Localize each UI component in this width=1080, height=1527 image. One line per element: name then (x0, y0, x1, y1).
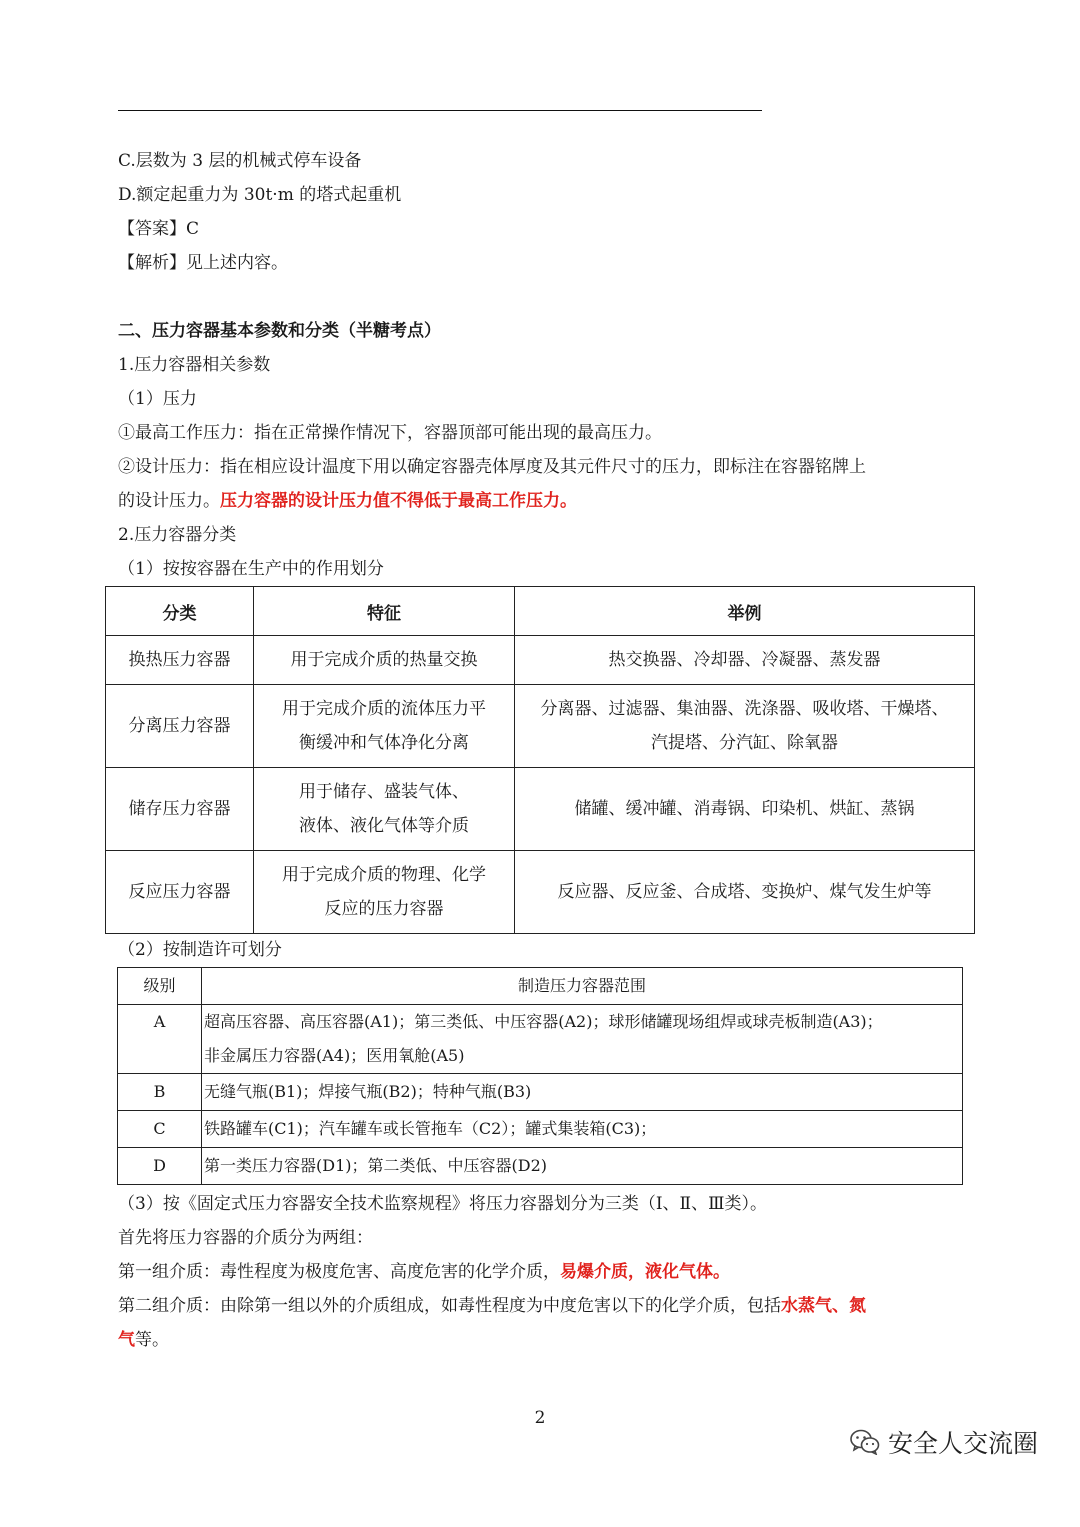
scope-line: 无缝气瓶(B1)；焊接气瓶(B2)；特种气瓶(B3) (204, 1082, 532, 1101)
row-name: 反应压力容器 (106, 851, 254, 934)
examples-line: 分离器、过滤器、集油器、洗涤器、吸收塔、干燥塔、 (540, 699, 949, 719)
group-two (118, 1294, 866, 1318)
feature-line: 用于完成介质的热量交换 (290, 650, 478, 670)
header-scope: 制造压力容器范围 (202, 968, 963, 1005)
answer: 【答案】C (118, 219, 200, 239)
table-row (106, 768, 975, 851)
row-feature (254, 851, 515, 934)
design-pressure-text: ②设计压力：指在相应设计温度下用以确定容器壳体厚度及其元件尺寸的压力，即标注在容器铭牌上 (118, 457, 866, 477)
row-examples (515, 685, 975, 768)
table-row (118, 1005, 963, 1074)
group-two-cont (118, 1328, 169, 1352)
header-category: 分类 (106, 587, 254, 636)
group-one-text: 第一组介质：毒性程度为极度危害、高度危害的化学介质， (118, 1262, 560, 1282)
feature-line: 用于完成介质的物理、化学 (282, 865, 486, 885)
group-two-emphasis: 水蒸气、氮 (781, 1296, 866, 1316)
examples-line: 汽提塔、分汽缸、除氧器 (651, 733, 838, 753)
row-examples (515, 851, 975, 934)
scope-line: 超高压容器、高压容器(A1)；第三类低、中压容器(A2)；球形储罐现场组焊或球壳板制造(A3)； (204, 1012, 883, 1031)
pressure-heading: （1）压力 (118, 389, 197, 409)
row-name: 储存压力容器 (106, 768, 254, 851)
table-row (106, 636, 975, 685)
design-pressure-tail: 的设计压力。 (118, 491, 220, 511)
row-feature (254, 768, 515, 851)
feature-line: 衡缓冲和气体净化分离 (299, 733, 469, 753)
group-one-emphasis: 易爆介质，液化气体。 (560, 1262, 730, 1282)
role-classification-table (105, 586, 975, 934)
table-row (118, 1148, 963, 1185)
watermark-text: 安全人交流圈 (888, 1429, 1039, 1458)
design-pressure-emphasis: 压力容器的设计压力值不得低于最高工作压力。 (220, 491, 577, 511)
header-examples: 举例 (515, 587, 975, 636)
feature-line: 反应的压力容器 (324, 899, 444, 919)
group-two-emphasis-cont: 气 (118, 1330, 135, 1350)
row-level: B (118, 1074, 202, 1111)
table-row (106, 851, 975, 934)
option-d: D.额定起重力为 30t·m 的塔式起重机 (118, 185, 402, 205)
examples-line: 热交换器、冷却器、冷凝器、蒸发器 (608, 650, 881, 670)
table-row (118, 1074, 963, 1111)
design-pressure-cont (118, 489, 577, 513)
examples-line: 储罐、缓冲罐、消毒锅、印染机、烘缸、蒸锅 (574, 799, 915, 819)
header-feature: 特征 (254, 587, 515, 636)
header-rule (118, 110, 762, 111)
group-one (118, 1260, 730, 1284)
subsection-classification: 2.压力容器分类 (118, 525, 237, 545)
group-two-text: 第二组介质：由除第一组以外的介质组成，如毒性程度为中度危害以下的化学介质，包括 (118, 1296, 781, 1316)
watermark (850, 1424, 1038, 1460)
row-scope (202, 1111, 963, 1148)
option-c: C.层数为 3 层的机械式停车设备 (118, 151, 362, 171)
classification-by-license: （2）按制造许可划分 (118, 940, 282, 960)
row-examples (515, 768, 975, 851)
page-number: 2 (534, 1408, 546, 1428)
classification-three-classes: （3）按《固定式压力容器安全技术监察规程》将压力容器划分为三类（Ⅰ、Ⅱ、Ⅲ类）。 (118, 1194, 767, 1214)
max-pressure-text: ①最高工作压力：指在正常操作情况下，容器顶部可能出现的最高压力。 (118, 423, 662, 443)
feature-line: 用于储存、盛装气体、 (299, 782, 469, 802)
row-examples (515, 636, 975, 685)
row-feature (254, 685, 515, 768)
header-level: 级别 (118, 968, 202, 1005)
medium-intro: 首先将压力容器的介质分为两组： (118, 1228, 373, 1248)
feature-line: 液体、液化气体等介质 (299, 816, 469, 836)
row-feature (254, 636, 515, 685)
examples-line: 反应器、反应釜、合成塔、变换炉、煤气发生炉等 (557, 882, 932, 902)
subsection-params: 1.压力容器相关参数 (118, 355, 271, 375)
row-level: C (118, 1111, 202, 1148)
classification-by-role: （1）按按容器在生产中的作用划分 (118, 559, 384, 579)
row-level: D (118, 1148, 202, 1185)
scope-line: 非金属压力容器(A4)；医用氧舱(A5) (204, 1046, 465, 1065)
wechat-icon (850, 1429, 880, 1455)
row-level: A (118, 1005, 202, 1074)
feature-line: 用于完成介质的流体压力平 (282, 699, 486, 719)
table-header-row (118, 968, 963, 1005)
row-name: 分离压力容器 (106, 685, 254, 768)
analysis: 【解析】见上述内容。 (118, 253, 288, 273)
row-name: 换热压力容器 (106, 636, 254, 685)
table-row (118, 1111, 963, 1148)
group-two-end: 等。 (135, 1330, 169, 1350)
scope-line: 铁路罐车(C1)；汽车罐车或长管拖车（C2）；罐式集装箱(C3)； (204, 1119, 657, 1138)
license-table (117, 967, 963, 1185)
row-scope (202, 1005, 963, 1074)
scope-line: 第一类压力容器(D1)；第二类低、中压容器(D2) (204, 1156, 547, 1175)
row-scope (202, 1074, 963, 1111)
section-title: 二、压力容器基本参数和分类（半糖考点） (118, 321, 441, 341)
table-header-row (106, 587, 975, 636)
row-scope (202, 1148, 963, 1185)
table-row (106, 685, 975, 768)
